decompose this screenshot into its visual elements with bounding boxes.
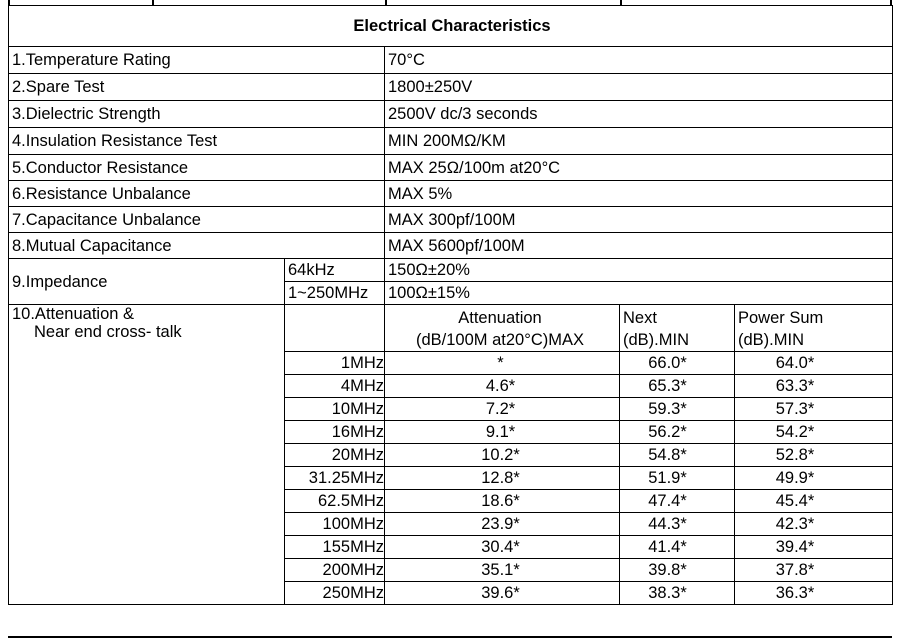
impedance-freq: 64kHz (285, 259, 385, 282)
power-sum-value: 63.3* (735, 375, 893, 398)
power-sum-value: 45.4* (735, 490, 893, 513)
attenuation-value: 4.6* (385, 375, 620, 398)
attenuation-freq: 100MHz (285, 513, 385, 536)
attenuation-value: 7.2* (385, 398, 620, 421)
row-value: 1800±250V (385, 74, 893, 101)
next-value: 41.4* (620, 536, 735, 559)
next-header-line1: Next (623, 309, 657, 327)
table-row (9, 128, 893, 155)
attenuation-label-line1: 10.Attenuation & (12, 305, 135, 323)
freq-header-cell (285, 305, 385, 352)
attenuation-value: 39.6* (385, 582, 620, 605)
row-label: 3.Dielectric Strength (9, 101, 385, 128)
impedance-value: 150Ω±20% (385, 259, 893, 282)
row-value: MAX 5% (385, 181, 893, 207)
next-value: 47.4* (620, 490, 735, 513)
table-row (9, 207, 893, 233)
attenuation-label (9, 305, 285, 605)
power-sum-header (735, 305, 893, 352)
attenuation-freq: 200MHz (285, 559, 385, 582)
attenuation-freq: 1MHz (285, 352, 385, 375)
attenuation-freq: 4MHz (285, 375, 385, 398)
row-label: 5.Conductor Resistance (9, 155, 385, 181)
attenuation-value: 30.4* (385, 536, 620, 559)
power-sum-value: 64.0* (735, 352, 893, 375)
next-table-edge (8, 636, 892, 638)
row-label: 7.Capacitance Unbalance (9, 207, 385, 233)
next-value: 65.3* (620, 375, 735, 398)
row-value: MAX 300pf/100M (385, 207, 893, 233)
next-value: 51.9* (620, 467, 735, 490)
row-value: MAX 25Ω/100m at20°C (385, 155, 893, 181)
impedance-row (9, 259, 893, 282)
attenuation-value: 9.1* (385, 421, 620, 444)
next-header-line2: (dB).MIN (623, 331, 689, 349)
next-value: 54.8* (620, 444, 735, 467)
next-header (620, 305, 735, 352)
attenuation-freq: 16MHz (285, 421, 385, 444)
power-sum-value: 36.3* (735, 582, 893, 605)
power-sum-value: 42.3* (735, 513, 893, 536)
next-value: 66.0* (620, 352, 735, 375)
attenuation-value: 23.9* (385, 513, 620, 536)
attenuation-header-line1: Attenuation (458, 309, 542, 327)
attenuation-header-row (9, 305, 893, 352)
table-row (9, 47, 893, 74)
next-value: 44.3* (620, 513, 735, 536)
attenuation-freq: 10MHz (285, 398, 385, 421)
power-sum-header-line1: Power Sum (738, 309, 824, 327)
attenuation-value: * (385, 352, 620, 375)
table-row (9, 101, 893, 128)
page-title: Electrical Characteristics (9, 6, 893, 47)
attenuation-value: 10.2* (385, 444, 620, 467)
attenuation-freq: 31.25MHz (285, 467, 385, 490)
attenuation-value: 12.8* (385, 467, 620, 490)
attenuation-value: 18.6* (385, 490, 620, 513)
attenuation-freq: 155MHz (285, 536, 385, 559)
next-value: 38.3* (620, 582, 735, 605)
power-sum-value: 39.4* (735, 536, 893, 559)
next-value: 39.8* (620, 559, 735, 582)
table-row (9, 74, 893, 101)
row-value: 2500V dc/3 seconds (385, 101, 893, 128)
attenuation-freq: 62.5MHz (285, 490, 385, 513)
impedance-label: 9.Impedance (9, 259, 285, 305)
row-label: 2.Spare Test (9, 74, 385, 101)
power-sum-value: 57.3* (735, 398, 893, 421)
power-sum-value: 54.2* (735, 421, 893, 444)
table-row (9, 181, 893, 207)
attenuation-header-line2: (dB/100M at20°C)MAX (416, 331, 584, 349)
spec-table (8, 5, 893, 605)
impedance-value: 100Ω±15% (385, 282, 893, 305)
attenuation-header (385, 305, 620, 352)
row-value: MAX 5600pf/100M (385, 233, 893, 259)
power-sum-value: 49.9* (735, 467, 893, 490)
attenuation-label-line2: Near end cross- talk (34, 323, 182, 341)
row-value: 70°C (385, 47, 893, 74)
next-value: 59.3* (620, 398, 735, 421)
power-sum-value: 37.8* (735, 559, 893, 582)
attenuation-freq: 20MHz (285, 444, 385, 467)
table-row (9, 233, 893, 259)
row-label: 1.Temperature Rating (9, 47, 385, 74)
row-label: 8.Mutual Capacitance (9, 233, 385, 259)
impedance-freq: 1~250MHz (285, 282, 385, 305)
row-label: 4.Insulation Resistance Test (9, 128, 385, 155)
power-sum-value: 52.8* (735, 444, 893, 467)
table-row (9, 155, 893, 181)
attenuation-value: 35.1* (385, 559, 620, 582)
attenuation-freq: 250MHz (285, 582, 385, 605)
row-value: MIN 200MΩ/KM (385, 128, 893, 155)
row-label: 6.Resistance Unbalance (9, 181, 385, 207)
power-sum-header-line2: (dB).MIN (738, 331, 804, 349)
next-value: 56.2* (620, 421, 735, 444)
